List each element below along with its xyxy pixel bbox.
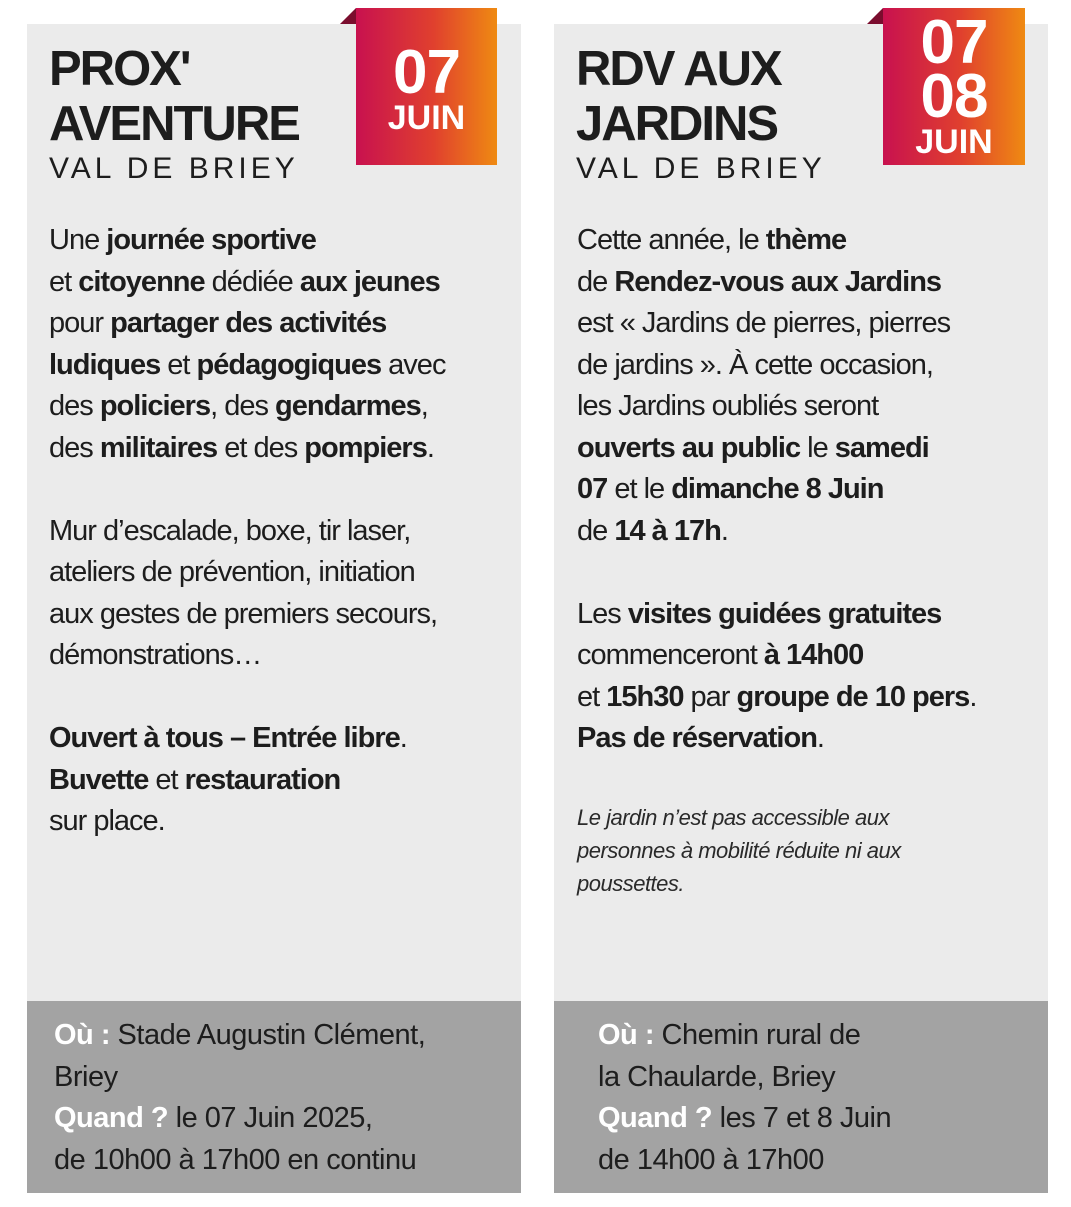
text: , des [210,390,276,422]
description-paragraph-2 [577,594,1043,760]
when-line-1 [598,1098,1048,1140]
text: Mur d’escalade, boxe, tir laser, [49,514,411,547]
where-value: Stade Augustin Clément, [110,1019,426,1051]
text: . [720,514,728,547]
text: et [160,348,197,381]
event-location-subtitle: VAL DE BRIEY [576,152,826,185]
text-bold: journée sportive [106,224,316,256]
date-badge-month: JUIN [915,123,993,161]
text: personnes à mobilité réduite ni aux [577,838,901,863]
text: de jardins ». À cette occasion, [577,348,933,381]
event-title-line2: JARDINS [576,97,778,151]
text: et [148,763,185,796]
when-value: les 7 et 8 Juin [712,1102,892,1134]
text-bold: à 14h00 [763,639,864,671]
text-bold: gendarmes [275,390,421,422]
text-bold: samedi [834,431,929,464]
date-badge-day-1: 07 [920,8,988,77]
text-bold: Ouvert à tous – Entrée libre [49,722,400,754]
where-label: Où : [598,1019,654,1051]
text: avec [381,348,446,381]
when-label: Quand ? [598,1102,713,1134]
date-badge [356,8,497,165]
text: et des [217,431,305,464]
event-title-line2: AVENTURE [49,97,299,151]
text-bold: pédagogiques [196,348,382,381]
date-badge-day-2: 08 [920,62,988,131]
when-line-1 [54,1098,521,1140]
text: des [49,431,100,464]
text: par [683,680,737,713]
when-value: le 07 Juin 2025, [168,1102,373,1134]
text: Une [49,224,107,256]
text-bold: visites guidées gratuites [627,597,942,630]
description-paragraph-1 [577,220,1043,552]
text: Le jardin n’est pas accessible aux [577,805,889,830]
text: ateliers de prévention, initiation [49,556,415,588]
text: poussettes. [577,871,685,896]
text: commenceront [577,639,764,671]
text-bold: partager des activités [110,307,387,339]
where-line-2: la Chaularde, Briey [598,1060,836,1093]
event-card-rdv-aux-jardins [554,8,1048,1193]
text-bold: groupe de 10 pers [736,680,970,713]
text: des [49,390,100,422]
where-label: Où : [54,1019,110,1051]
text-bold: dimanche 8 Juin [671,473,884,505]
event-title [49,42,299,152]
text-bold: 14 à 17h [614,514,721,547]
description-paragraph-3 [49,718,511,843]
text-bold: citoyenne [78,265,205,298]
text: est « Jardins de pierres, pierres [577,307,951,339]
event-location-subtitle: VAL DE BRIEY [49,152,299,185]
where-line-1 [54,1015,521,1057]
event-info-footer [27,1001,521,1193]
text: Cette année, le [577,224,766,256]
text: démonstrations… [49,639,262,671]
event-title-line1: RDV AUX [576,42,781,96]
text: aux gestes de premiers secours, [49,597,438,630]
text: . [969,680,977,713]
text: le [800,431,835,464]
event-card-prox-aventure [27,24,521,1193]
text-bold: policiers [99,390,211,422]
text: de [577,514,615,547]
text: et [49,265,79,298]
text: et le [607,473,672,505]
text-bold: ouverts au public [577,431,801,464]
when-line-2: de 14h00 à 17h00 [598,1143,824,1176]
when-label: Quand ? [54,1102,169,1134]
text: . [816,722,824,754]
text-bold: pompiers [304,431,427,464]
date-badge [883,8,1025,165]
text: Les [577,597,628,630]
accessibility-note [577,801,1043,900]
text-bold: 07 [577,473,608,505]
text-bold: Rendez-vous aux Jardins [614,265,942,298]
text: les Jardins oubliés seront [577,390,879,422]
event-title-line1: PROX' [49,42,190,96]
when-line-2: de 10h00 à 17h00 en continu [54,1143,417,1176]
text-bold: thème [765,224,847,256]
text: , [420,390,428,422]
date-badge-day: 07 [393,38,460,107]
date-badge-month: JUIN [387,99,466,137]
event-description [577,220,1043,900]
description-paragraph-2 [49,511,511,677]
event-info-footer [554,1001,1048,1193]
description-paragraph-1 [49,220,511,469]
text: pour [49,307,111,339]
text-bold: militaires [99,431,218,464]
text: dédiée [204,265,300,298]
text: . [399,722,407,754]
text-bold: Buvette [49,763,149,796]
text-bold: aux jeunes [299,265,440,298]
text-bold: restauration [184,763,341,796]
event-title [576,42,781,152]
where-line-2: Briey [54,1060,118,1093]
text: . [426,431,434,464]
text-bold: ludiques [49,348,161,381]
text: et [577,680,607,713]
where-value: Chemin rural de [654,1019,861,1051]
event-description [49,220,511,884]
text: sur place. [49,805,165,837]
where-line-1 [598,1015,1048,1057]
text-bold: 15h30 [606,680,684,713]
text-bold: Pas de réservation [577,722,817,754]
text: de [577,265,615,298]
